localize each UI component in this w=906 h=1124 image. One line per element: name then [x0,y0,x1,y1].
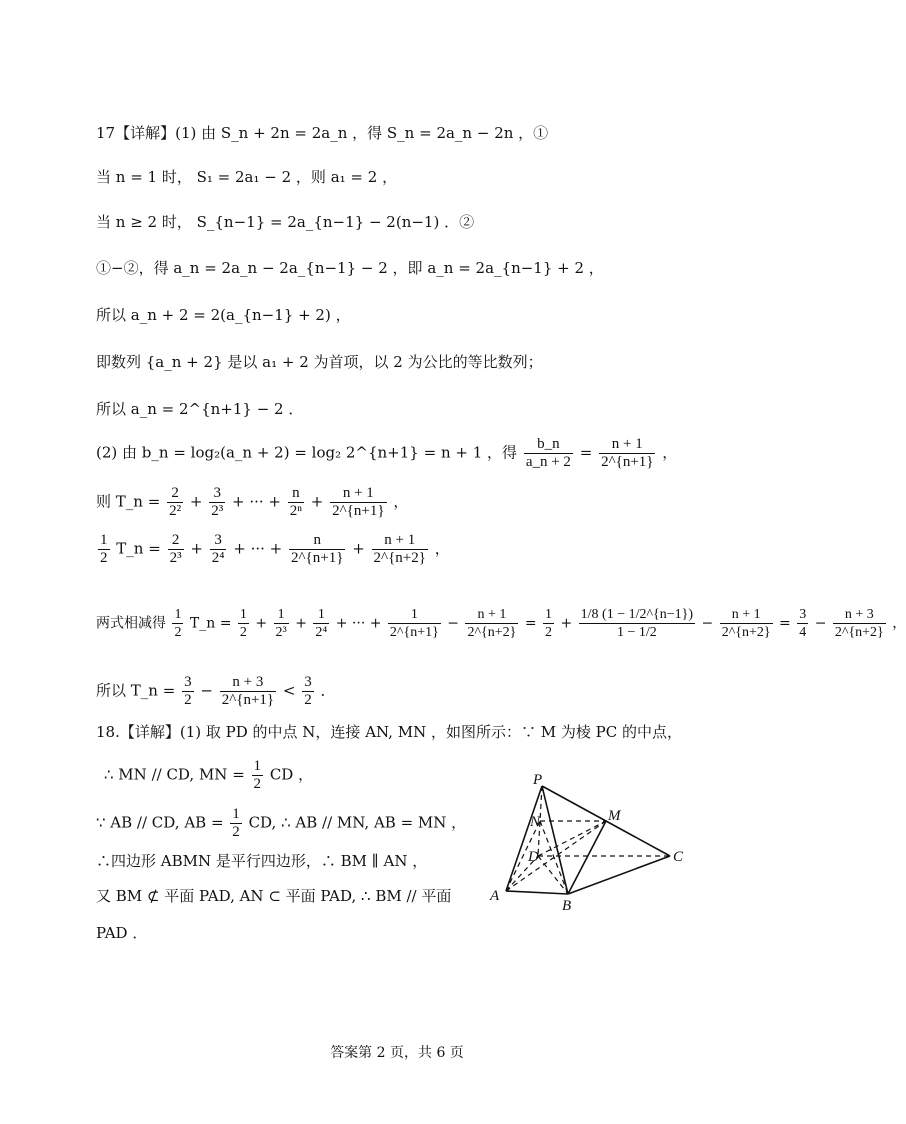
plus-sign: + [310,492,324,511]
numerator: n + 3 [833,606,886,624]
fraction [172,606,183,641]
label-P: P [533,772,543,788]
p17-line-9 [96,485,408,520]
fraction [274,606,289,641]
denominator: 4 [799,625,807,640]
numerator: 1 [253,758,262,774]
numerator: 1 [239,607,247,622]
numerator: 1 [232,806,240,822]
fraction [252,758,264,793]
plus-sign: + [352,539,365,558]
p18-line-2 [104,758,313,793]
p17-l9-post: ， [393,492,409,511]
fraction [797,606,808,641]
denominator: 2^{n+2} [721,625,771,640]
label-B: B [562,898,572,914]
less-than-sign: < [282,681,296,700]
p17-line-11 [96,606,906,641]
p18-line-4: ∴四边形 ABMN 是平行四边形，∴ BM ∥ AN ， [96,852,428,870]
label-M: M [608,808,621,824]
fraction [524,436,573,471]
denominator: 2 [304,692,312,708]
denominator: 2 [100,550,108,566]
denominator: 2⁴ [211,550,225,566]
numerator: 1 [545,607,552,622]
p17-line-1: 17【详解】(1) 由 S_n + 2n = 2a_n ，得 S_n = 2a_n − 2n ，① [96,124,549,142]
denominator: 2² [169,503,182,519]
numerator: n + 3 [220,674,276,692]
denominator: 2^{n+1} [332,503,385,519]
equals-sign: = [779,615,791,632]
fraction [220,674,276,709]
fraction [302,674,314,709]
denominator: 2ⁿ [289,503,302,519]
p17-l11-post: ， [892,615,906,632]
edge-AB [506,891,568,894]
fraction [330,485,386,520]
denominator: 2³ [275,625,287,640]
p17-l10-post: ， [434,539,450,558]
plus-sign: + [189,492,203,511]
p17-l9-text: 则 T_n = [96,492,161,511]
fraction [313,606,329,641]
denominator: 2⁴ [315,625,328,640]
denominator: 1 − 1/2 [616,625,657,640]
fraction [209,485,225,520]
numerator: 3 [304,674,312,690]
denominator: 2 [232,824,240,840]
fraction [182,674,194,709]
fraction [288,485,304,520]
p17-line-2: 当 n = 1 时， S₁ = 2a₁ − 2 ，则 a₁ = 2 ， [96,168,398,186]
numerator: 2 [168,532,184,550]
ellipsis-sum: + ··· + [231,492,281,511]
fraction [833,606,886,641]
fraction [167,485,183,520]
p17-line-7: 所以 a_n = 2^{n+1} − 2 ． [96,400,304,418]
ellipsis-sum: + ··· + [335,615,382,632]
numerator: n + 1 [465,606,518,624]
p17-l12-text: 所以 T_n = [96,681,176,700]
denominator: a_n + 2 [525,454,571,470]
label-N: N [530,814,541,830]
plus-sign: + [255,615,268,632]
numerator: n + 1 [599,436,655,454]
pyramid-figure [480,770,700,920]
p18-l2-post: CD ， [269,765,314,784]
p17-line-3: 当 n ≥ 2 时， S_{n−1} = 2a_{n−1} − 2(n−1) ．② [96,213,475,231]
equals-sign: = [524,615,537,632]
p17-l8-post: ， [662,443,678,462]
edge-BM [568,821,606,894]
numerator: 1 [388,606,441,624]
numerator: 1 [100,532,108,548]
denominator: 2 [545,625,552,640]
p17-line-4: ①−②，得 a_n = 2a_n − 2a_{n−1} − 2 ，即 a_n = 2a_{n−1} + 2 ， [96,259,604,277]
denominator: 2³ [211,503,224,519]
edge-NB [540,821,568,894]
fraction [388,606,441,641]
fraction [238,606,249,641]
minus-sign: − [701,615,714,632]
minus-sign: − [814,615,827,632]
fraction [599,436,655,471]
p18-l3-text: ∵ AB // CD, AB = [96,813,224,832]
fraction [230,806,242,841]
fraction [720,606,773,641]
plus-sign: + [560,615,573,632]
denominator: 2 [239,625,247,640]
p17-l12-post: ． [320,681,336,700]
label-D: D [528,849,539,865]
numerator: 1 [174,607,182,622]
ellipsis-sum: + ··· + [233,539,283,558]
numerator: b_n [524,436,573,454]
plus-sign: + [295,615,307,632]
numerator: n + 1 [720,606,773,624]
p18-line-5: 又 BM ⊄ 平面 PAD, AN ⊂ 平面 PAD, ∴ BM // 平面 [96,887,452,905]
numerator: 3 [210,532,227,550]
fraction [210,532,227,567]
minus-sign: − [200,681,213,700]
numerator: n + 1 [372,532,428,550]
numerator: 3 [799,607,807,622]
numerator: 2 [167,485,183,503]
p17-l8-text: (2) 由 b_n = log₂(a_n + 2) = log₂ 2^{n+1} = n + 1 ，得 [96,443,518,462]
denominator: 2^{n+2} [834,625,884,640]
fraction [98,532,110,567]
numerator: n + 1 [330,485,386,503]
p17-line-5: 所以 a_n + 2 = 2(a_{n−1} + 2) ， [96,306,351,324]
denominator: 2^{n+2} [373,550,426,566]
p18-l2-text: ∴ MN // CD, MN = [104,765,245,784]
denominator: 2^{n+1} [389,625,439,640]
fraction [168,532,184,567]
numerator: 1 [313,606,329,624]
edge-DM [538,821,606,856]
numerator: 1 [274,606,289,624]
equals-sign: T_n = [189,615,232,632]
minus-sign: − [447,615,459,632]
label-C: C [673,849,684,865]
numerator: 3 [209,485,225,503]
p17-line-12 [96,674,336,709]
p18-line-6: PAD ． [96,924,148,942]
numerator: n [289,532,345,550]
p17-l10-eq: T_n = [116,539,161,558]
denominator: 2³ [169,550,182,566]
numerator: n [288,485,304,503]
fraction [372,532,428,567]
p18-l3-post: CD, ∴ AB // MN, AB = MN ， [248,813,467,832]
p17-line-6: 即数列 {a_n + 2} 是以 a₁ + 2 为首项，以 2 为公比的等比数列； [96,353,543,371]
denominator: 2^{n+1} [221,692,275,708]
p17-l11-text: 两式相减得 [96,615,166,632]
denominator: 2^{n+2} [467,625,517,640]
denominator: 2^{n+1} [291,550,344,566]
plus-sign: + [190,539,203,558]
denominator: 2^{n+1} [601,454,654,470]
edge-PA [506,786,542,891]
compound-fraction [579,606,695,641]
p18-line-1: 18.【详解】(1) 取 PD 的中点 N，连接 AN, MN ，如图所示：∵ M 为棱 PC 的中点， [96,723,682,741]
fraction [543,606,554,641]
numerator: 1/8 (1 − 1/2^{n−1}) [580,607,694,622]
fraction [289,532,345,567]
p17-l8-eq: = [579,443,593,462]
page-footer: 答案第 2 页，共 6 页 [330,1045,464,1061]
label-A: A [490,888,500,904]
p17-line-10 [96,532,450,567]
denominator: 2 [184,692,192,708]
p18-line-3 [96,806,466,841]
denominator: 2 [253,776,262,792]
edge-BC [568,856,670,894]
p17-line-8 [96,436,677,471]
fraction [465,606,518,641]
denominator: 2 [174,625,182,640]
numerator: 3 [184,674,192,690]
